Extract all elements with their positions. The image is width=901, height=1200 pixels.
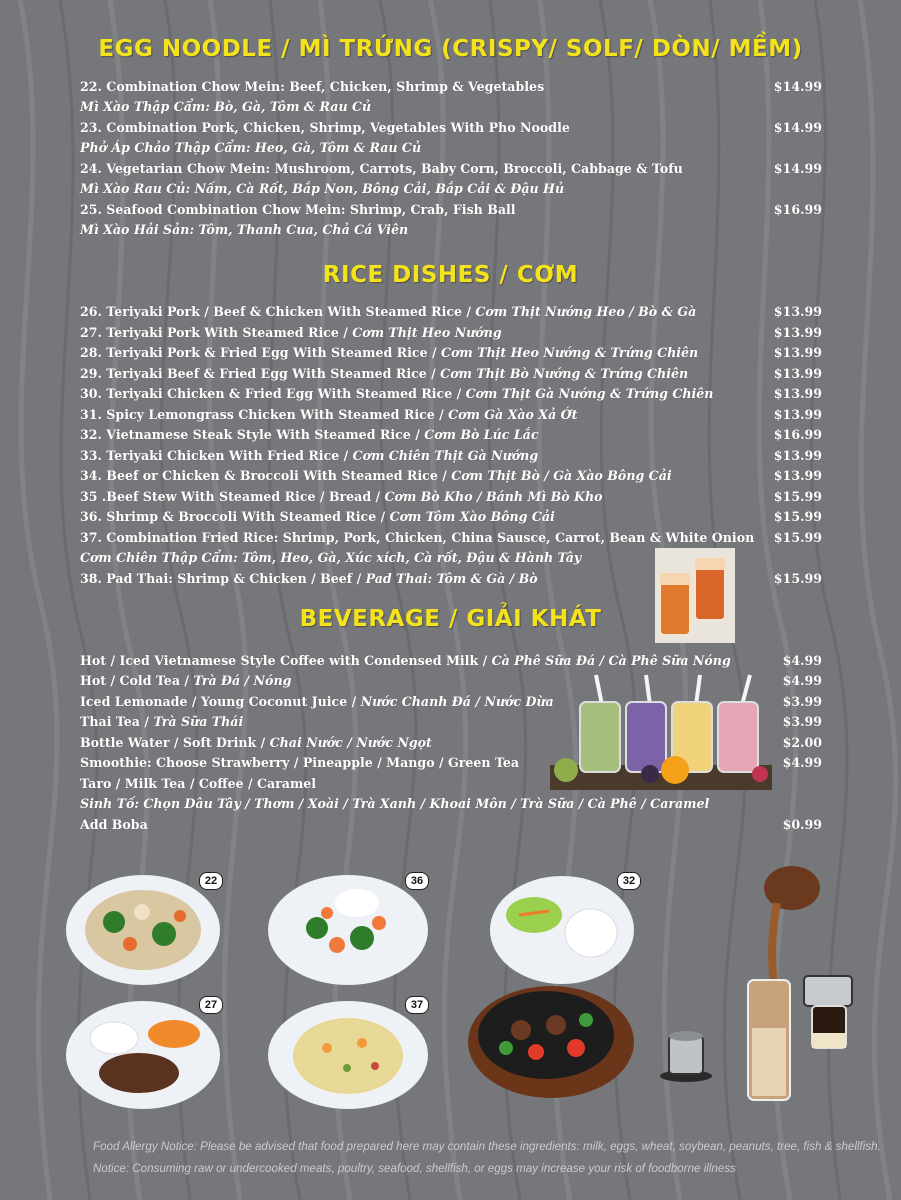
price: $13.99 xyxy=(773,386,822,401)
price: $0.99 xyxy=(782,817,822,832)
price: $14.99 xyxy=(773,161,822,176)
price: $13.99 xyxy=(773,407,822,422)
price: $13.99 xyxy=(773,304,822,319)
menu-item-37-viet: Cơm Chiên Thập Cẩm: Tôm, Heo, Gà, Xúc xích, Cà rốt, Đậu & Hành Tây xyxy=(80,550,582,565)
price: $4.99 xyxy=(782,755,822,770)
price: $4.99 xyxy=(782,673,822,688)
menu-item-29: 29. Teriyaki Beef & Fried Egg With Steamed Rice / Cơm Thịt Bò Nướng & Trứng Chiên $13.99 xyxy=(80,364,822,384)
beverage-item-tea: Hot / Cold Tea / Trà Đá / Nóng $4.99 xyxy=(80,671,822,691)
menu-item-24: 24. Vegetarian Chow Mein: Mushroom, Carrots, Baby Corn, Broccoli, Cabbage & Tofu $14.99 xyxy=(80,159,822,179)
menu-item-25: 25. Seafood Combination Chow Mein: Shrimp, Crab, Fish Ball $16.99 xyxy=(80,200,822,220)
menu-item-31: 31. Spicy Lemongrass Chicken With Steamed Rice / Cơm Gà Xào Xả Ớt $13.99 xyxy=(80,405,822,425)
food-allergy-notice: Food Allergy Notice: Please be advised that food prepared here may contain these ingredients: milk, eggs, wheat, soybean, peanuts, tree, fish & shellfish. xyxy=(93,1140,881,1153)
price: $15.99 xyxy=(773,509,822,524)
beverage-item-thai-tea: Thai Tea / Trà Sữa Thái $3.99 xyxy=(80,712,822,732)
price: $15.99 xyxy=(773,489,822,504)
price: $15.99 xyxy=(773,571,822,586)
menu-item-38: 38. Pad Thai: Shrimp & Chicken / Beef / Pad Thai: Tôm & Gà / Bò $15.99 xyxy=(80,569,822,589)
dish-37-photo xyxy=(267,998,429,1112)
menu-item-37: 37. Combination Fried Rice: Shrimp, Pork, Chicken, China Sausce, Carrot, Bean & White Onion $15.99 xyxy=(80,528,822,548)
price: $14.99 xyxy=(773,79,822,94)
thai-tea-photo xyxy=(655,548,735,643)
photo-badge-32: 32 xyxy=(617,872,641,890)
dish-32-photo xyxy=(489,873,635,987)
price: $13.99 xyxy=(773,468,822,483)
menu-item-33: 33. Teriyaki Chicken With Fried Rice / Cơm Chiên Thịt Gà Nướng $13.99 xyxy=(80,446,822,466)
beverage-item-boba: Add Boba $0.99 xyxy=(80,815,822,835)
menu-item-23: 23. Combination Pork, Chicken, Shrimp, Vegetables With Pho Noodle $14.99 xyxy=(80,118,822,138)
beverage-heading: BEVERAGE / GIẢI KHÁT xyxy=(299,606,602,632)
rice-dishes-heading: RICE DISHES / CƠM xyxy=(322,262,579,288)
beverage-item-coffee: Hot / Iced Vietnamese Style Coffee with Condensed Milk / Cà Phê Sữa Đá / Cà Phê Sữa Nóng $4.99 xyxy=(80,651,822,671)
price: $16.99 xyxy=(773,427,822,442)
photo-badge-27: 27 xyxy=(199,996,223,1014)
raw-food-notice: Notice: Consuming raw or undercooked meats, poultry, seafood, shellfish, or eggs may increase your risk of foodborne illness xyxy=(93,1162,736,1175)
price: $3.99 xyxy=(782,714,822,729)
photo-badge-22: 22 xyxy=(199,872,223,890)
photo-badge-37: 37 xyxy=(405,996,429,1014)
beverage-item-smoothie-viet: Sinh Tố: Chọn Dâu Tây / Thơm / Xoài / Trà Xanh / Khoai Môn / Trà Sữa / Cà Phê / Caramel xyxy=(80,796,710,811)
price: $13.99 xyxy=(773,325,822,340)
price: $14.99 xyxy=(773,120,822,135)
price: $2.00 xyxy=(782,735,822,750)
menu-item-28: 28. Teriyaki Pork & Fried Egg With Steamed Rice / Cơm Thịt Heo Nướng & Trứng Chiên $13.99 xyxy=(80,343,822,363)
menu-item-24-viet: Mì Xào Rau Củ: Nấm, Cà Rốt, Bắp Non, Bông Cải, Bắp Cải & Đậu Hủ xyxy=(80,181,565,196)
beverage-item-smoothie-flavors: Taro / Milk Tea / Coffee / Caramel xyxy=(80,776,317,791)
coffee-filter-photo xyxy=(657,1028,715,1084)
menu-item-27: 27. Teriyaki Pork With Steamed Rice / Cơm Thịt Heo Nướng $13.99 xyxy=(80,323,822,343)
menu-item-32: 32. Vietnamese Steak Style With Steamed Rice / Cơm Bò Lúc Lắc $16.99 xyxy=(80,425,822,445)
beverage-item-smoothie: Smoothie: Choose Strawberry / Pineapple / Mango / Green Tea $4.99 xyxy=(80,753,822,773)
menu-item-34: 34. Beef or Chicken & Broccoli With Steamed Rice / Cơm Thịt Bò / Gà Xào Bông Cải $13.99 xyxy=(80,466,822,486)
menu-item-36: 36. Shrimp & Broccoli With Steamed Rice / Cơm Tôm Xào Bông Cải $15.99 xyxy=(80,507,822,527)
menu-item-35: 35 .Beef Stew With Steamed Rice / Bread / Cơm Bò Kho / Bánh Mì Bò Kho $15.99 xyxy=(80,487,822,507)
beverage-item-lemonade: Iced Lemonade / Young Coconut Juice / Nước Chanh Đá / Nước Dừa $3.99 xyxy=(80,692,822,712)
price: $13.99 xyxy=(773,448,822,463)
menu-item-30: 30. Teriyaki Chicken & Fried Egg With Steamed Rice / Cơm Thịt Gà Nướng & Trứng Chiên $13.99 xyxy=(80,384,822,404)
price: $13.99 xyxy=(773,366,822,381)
dish-22-photo xyxy=(64,872,222,988)
iced-coffee-photo xyxy=(742,858,862,1102)
menu-item-23-viet: Phở Áp Chảo Thập Cẩm: Heo, Gà, Tôm & Rau Củ xyxy=(80,140,422,155)
menu-item-25-viet: Mì Xào Hải Sản: Tôm, Thanh Cua, Chả Cá Viên xyxy=(80,222,409,237)
price: $3.99 xyxy=(782,694,822,709)
price: $16.99 xyxy=(773,202,822,217)
price: $4.99 xyxy=(782,653,822,668)
price: $15.99 xyxy=(773,530,822,545)
menu-item-26: 26. Teriyaki Pork / Beef & Chicken With Steamed Rice / Cơm Thịt Nướng Heo / Bò & Gà $13.99 xyxy=(80,302,822,322)
beverage-item-water: Bottle Water / Soft Drink / Chai Nước / Nước Ngọt $2.00 xyxy=(80,733,822,753)
photo-badge-36: 36 xyxy=(405,872,429,890)
sizzling-plate-photo xyxy=(466,980,636,1100)
menu-item-22: 22. Combination Chow Mein: Beef, Chicken, Shrimp & Vegetables $14.99 xyxy=(80,77,822,97)
egg-noodle-heading: EGG NOODLE / MÌ TRỨNG (CRISPY/ SOLF/ DÒN/ MỀM) xyxy=(98,36,803,62)
smoothie-photo xyxy=(550,670,772,790)
dish-27-photo xyxy=(64,998,222,1112)
menu-item-22-viet: Mì Xào Thập Cẩm: Bò, Gà, Tôm & Rau Củ xyxy=(80,99,372,114)
dish-36-photo xyxy=(267,873,429,988)
price: $13.99 xyxy=(773,345,822,360)
